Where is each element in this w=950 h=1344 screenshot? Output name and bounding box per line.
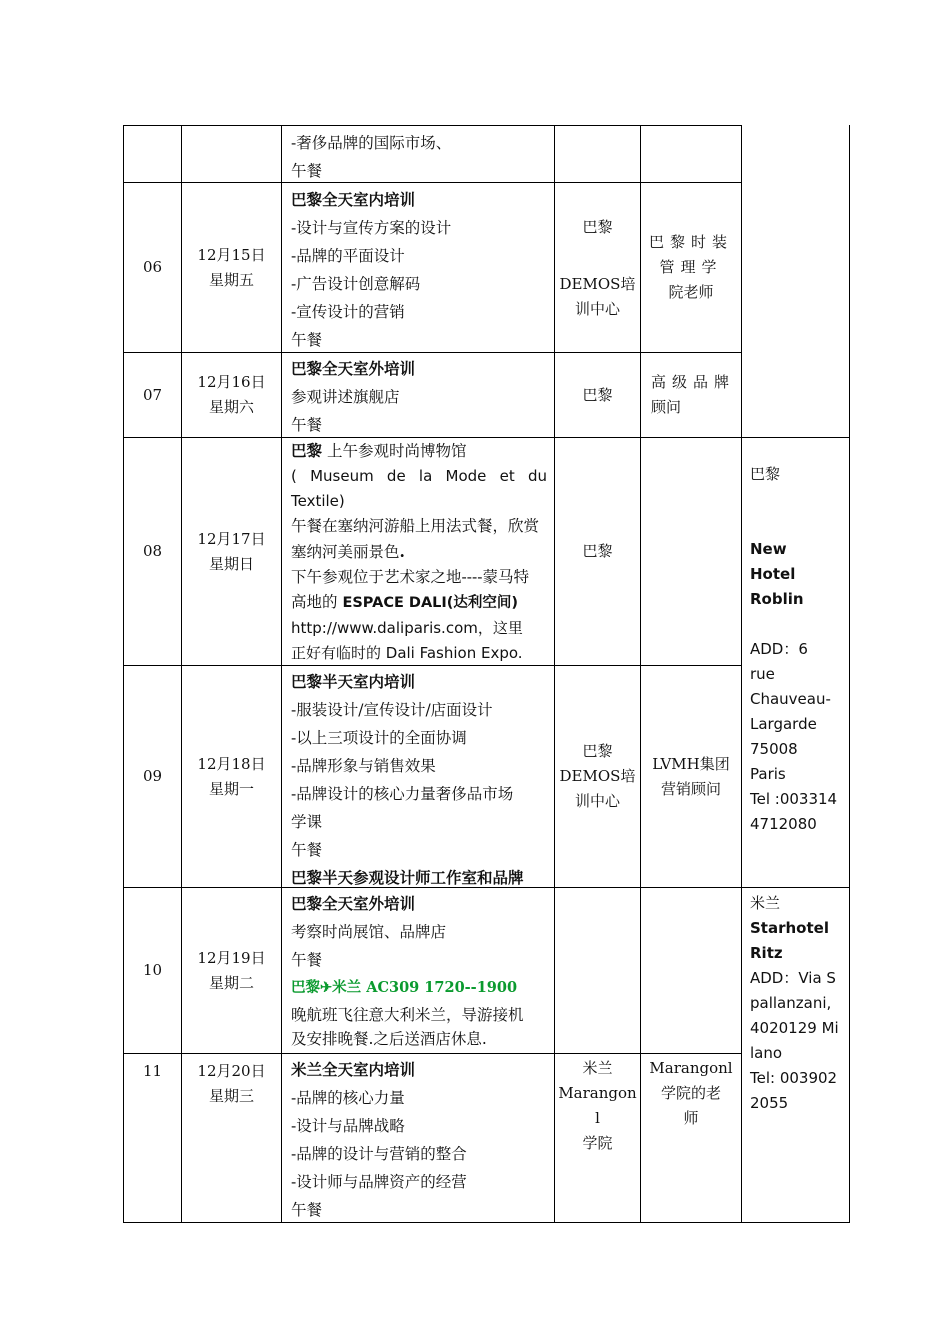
date-cell (182, 183, 281, 352)
row-content (291, 890, 547, 1050)
hotel-address: ADD：6 (750, 640, 808, 658)
content-heading: 巴黎全天室外培训 (291, 894, 416, 913)
place-cell (555, 438, 640, 665)
content-line: 午餐 (291, 331, 323, 349)
content-line: -服装设计/宣传设计/店面设计 (291, 701, 493, 719)
hotel-address: Chauveau- (750, 690, 831, 708)
teacher-text: 师 (683, 1109, 699, 1127)
date-cell (182, 438, 281, 665)
content-line: -广告设计创意解码 (291, 275, 421, 293)
hotel-phone: 4712080 (750, 815, 817, 833)
date-text: 12月16日 (197, 373, 266, 391)
content-heading: 巴黎半天参观设计师工作室和品牌 (291, 868, 524, 887)
row-content (291, 438, 547, 666)
place-text: 巴黎 (582, 542, 613, 560)
place-text: l (595, 1109, 600, 1127)
hotel-address: ADD：Via S (750, 969, 836, 987)
content-line: 学课 (291, 813, 323, 831)
hotel-address: lano (750, 1044, 783, 1062)
content-line: http://www.daliparis.com，这里 (291, 619, 523, 637)
content-heading: 巴黎全天室内培训 (291, 190, 416, 209)
place-cell (555, 1056, 640, 1156)
content-line: 下午参观位于艺术家之地----蒙马特 (291, 568, 529, 586)
date-text: 12月18日 (197, 754, 266, 773)
content-line: 及安排晚餐.之后送酒店休息. (291, 1030, 487, 1048)
hotel-address: 4020129 Mi (750, 1019, 839, 1037)
place-text: 巴黎 (582, 385, 613, 404)
row-content (291, 129, 547, 185)
teacher-text: Marangonl (649, 1059, 733, 1077)
content-line: . (399, 542, 405, 561)
teacher-text: 高级品牌 (651, 373, 736, 391)
content-line: -品牌的核心力量 (291, 1089, 405, 1107)
content-line: 参观讲述旗舰店 (291, 388, 400, 406)
col-border (281, 125, 282, 1223)
content-line: -品牌的设计与营销的整合 (291, 1145, 467, 1163)
hotel-phone: Tel: 003902 (750, 1069, 838, 1087)
hotel-milan (750, 891, 848, 1116)
teacher-text: 院老师 (668, 283, 714, 301)
hotel-city: 巴黎 (750, 465, 781, 483)
row-number-text: 08 (142, 542, 163, 560)
content-line: -宣传设计的营销 (291, 303, 405, 321)
teacher-cell (641, 183, 741, 352)
teacher-text: 营销顾问 (660, 779, 721, 798)
content-heading: 米兰全天室内培训 (291, 1060, 416, 1079)
hotel-phone: Tel :003314 (750, 790, 838, 808)
row-number-text: 07 (142, 385, 163, 404)
hotel-address: rue (750, 665, 775, 683)
teacher-text: 巴黎时装 (648, 233, 733, 251)
date-cell (182, 1059, 281, 1109)
place-text: DEMOS培 (559, 275, 636, 293)
content-heading: 巴黎全天室外培训 (291, 359, 416, 378)
hotel-address: Largarde (750, 715, 817, 733)
row-number (124, 183, 181, 352)
content-line: ESPACE DALI(达利空间) (342, 595, 519, 611)
hotel-name: Roblin (750, 590, 804, 608)
hotel-name: Hotel (750, 565, 796, 583)
weekday-text: 星期二 (208, 973, 254, 992)
content-line: 午餐 (291, 162, 323, 180)
col-border (849, 125, 850, 1223)
row-number-text: 10 (142, 961, 163, 979)
content-line: -设计与宣传方案的设计 (291, 219, 452, 237)
hotel-name: New (750, 540, 787, 558)
weekday-text: 星期六 (208, 398, 254, 416)
content-line: 上午参观时尚博物馆 (326, 442, 467, 460)
teacher-text: LVMH集团 (652, 754, 730, 773)
place-text: Marangon (558, 1084, 637, 1102)
teacher-text: 学院的老 (660, 1084, 721, 1102)
place-text: 训中心 (574, 792, 620, 810)
date-cell (182, 888, 281, 1053)
teacher-cell (641, 353, 741, 437)
row-content (291, 668, 547, 892)
row-content (291, 355, 547, 439)
hotel-address: 75008 (750, 740, 798, 758)
row-number-text: 11 (142, 1062, 163, 1080)
place-cell (555, 666, 640, 887)
row-content (291, 1056, 547, 1224)
place-text: 训中心 (574, 300, 620, 318)
row-number (124, 438, 181, 665)
content-line: 正好有临时的 Dali Fashion Expo. (291, 644, 523, 662)
content-line: 午餐 (291, 841, 323, 859)
hotel-name: Ritz (750, 944, 783, 962)
hotel-phone: 2055 (750, 1094, 789, 1112)
content-line: -奢侈品牌的国际市场、 (291, 134, 452, 152)
flight-info: 巴黎✈米兰 AC309 1720--1900 (291, 979, 518, 996)
content-line: -以上三项设计的全面协调 (291, 729, 467, 747)
col-border (741, 125, 742, 1223)
content-line: 午餐 (291, 416, 323, 434)
weekday-text: 星期五 (208, 270, 254, 289)
teacher-cell (641, 666, 741, 887)
row-border (123, 125, 741, 126)
content-heading: 巴黎 (291, 441, 323, 460)
teacher-cell (641, 1056, 741, 1131)
content-line: -设计与品牌战略 (291, 1117, 405, 1135)
content-line: 高地的 (291, 593, 338, 611)
teacher-text: 管理学 (659, 258, 723, 276)
content-line: 塞纳河美丽景色 (291, 543, 400, 561)
weekday-text: 星期日 (208, 554, 254, 573)
place-text: 巴黎 (582, 742, 613, 760)
date-text: 12月19日 (197, 948, 266, 967)
weekday-text: 星期三 (208, 1087, 254, 1105)
teacher-text: 顾问 (651, 398, 682, 416)
hotel-address: Paris (750, 765, 786, 783)
row-number (124, 888, 181, 1053)
hotel-paris (750, 462, 848, 837)
content-line: -品牌设计的核心力量奢侈品市场 (291, 785, 514, 803)
date-text: 12月17日 (197, 529, 266, 548)
date-cell (182, 353, 281, 437)
place-text: DEMOS培 (559, 767, 636, 785)
place-text: 学院 (582, 1134, 613, 1152)
content-heading: 巴黎半天室内培训 (291, 672, 416, 691)
content-line: 午餐 (291, 1201, 323, 1219)
content-line: -设计师与品牌资产的经营 (291, 1173, 467, 1191)
row-number-text: 09 (142, 767, 163, 785)
row-border (123, 1053, 741, 1054)
content-line: 午餐 (291, 951, 323, 969)
hotel-address: pallanzani, (750, 994, 832, 1012)
content-line: ( Museum de la Mode et du (291, 467, 547, 485)
content-line: -品牌的平面设计 (291, 247, 405, 265)
row-number (124, 666, 181, 887)
hotel-name: Starhotel (750, 919, 829, 937)
place-text: 巴黎 (582, 218, 613, 236)
place-cell (555, 353, 640, 437)
row-number-text: 06 (142, 258, 163, 276)
place-text: 米兰 (582, 1059, 613, 1077)
row-content (291, 186, 547, 354)
weekday-text: 星期一 (208, 779, 254, 798)
content-line: 午餐在塞纳河游船上用法式餐，欣赏 (291, 517, 540, 535)
date-text: 12月20日 (197, 1062, 266, 1080)
content-line: Textile) (291, 492, 345, 510)
content-line: -品牌形象与销售效果 (291, 757, 436, 775)
content-line: 考察时尚展馆、品牌店 (291, 923, 447, 941)
row-number (124, 353, 181, 437)
place-cell (555, 215, 640, 322)
date-text: 12月15日 (197, 245, 266, 264)
hotel-city: 米兰 (750, 894, 781, 912)
row-number (124, 1059, 181, 1084)
date-cell (182, 666, 281, 887)
content-line: 晚航班飞往意大利米兰，导游接机 (291, 1006, 524, 1024)
